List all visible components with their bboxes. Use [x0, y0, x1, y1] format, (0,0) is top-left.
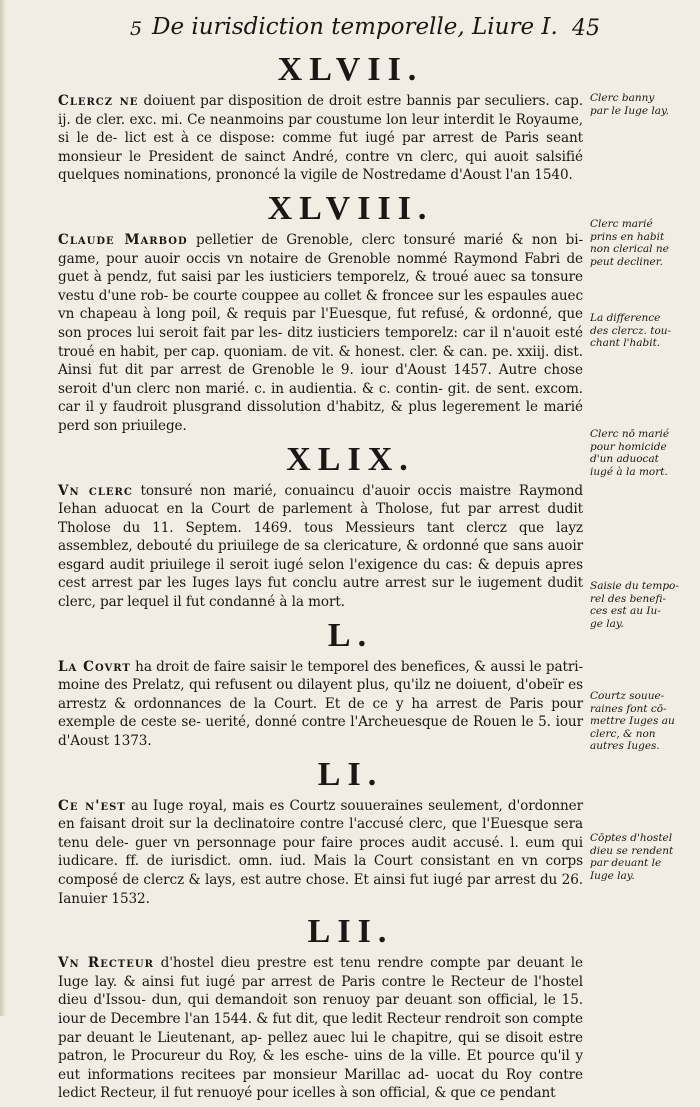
margin-note-line: raines font cō- — [590, 702, 667, 715]
text-line: vigile de Nostredame d'Aoust l'an 1540. — [300, 167, 573, 184]
text-line: omn. iud. Mais la Court consistant en vn corps composé de clercz & lays, est autre — [58, 853, 583, 888]
text-line: Iehan aduocat en la Court de parlement à Tholose, fut par arrest dudit Tholose du 11. — [58, 501, 583, 536]
article-paragraph — [58, 231, 583, 436]
margin-note-line: Saisie du tempo- — [590, 580, 679, 592]
text-line: au Iuge royal, mais es Courtz souueraines seulement, d'ordonner — [125, 797, 583, 814]
margin-note-line: par deuant le — [590, 857, 662, 869]
text-line: 1544. & fut dit, que ledit Recteur rendroit son compte par deuant le Lieutenant, ap- — [58, 1010, 583, 1046]
text-line: & honest. cler. & can. pe. xxiij. dist. Ainsi fut dit par arrest de Grenoble le 9. iour — [58, 343, 584, 379]
text-line: d'hostel dieu prestre est tenu rendre compte par deuant le — [153, 955, 583, 972]
text-line: pellez auec lui le chapitre, qui se disoit estre patron, le Procureur du Roy, & les esche- — [58, 1029, 583, 1065]
text-line: uins de la ville. Et pource qu'il y eut informations recitees par monsieur Marillac ad- — [58, 1048, 583, 1083]
article-number: XLVIII. — [267, 189, 434, 227]
text-line: le marié perd son priuilege. — [58, 399, 583, 434]
text-line: tonsuré non marié, conuaincu d'auoir occis maistre Raymond — [132, 482, 583, 499]
article-number: LI. — [317, 755, 384, 793]
article-paragraph — [58, 954, 583, 1103]
article-paragraph — [58, 482, 583, 612]
text-line: pendz, fut saisi par les iusticiers temporelz, & troué auec sa tonsure vestu d'une rob- — [58, 269, 583, 304]
margin-note — [590, 690, 690, 753]
paragraph-lead-words: Vn clerc — [58, 482, 133, 499]
signature-mark: 5 — [130, 18, 143, 40]
page-header — [130, 14, 600, 44]
paragraph-lead-words: La Covrt — [58, 658, 131, 675]
article-number: LII. — [307, 913, 394, 951]
margin-note — [590, 832, 690, 882]
article-paragraph — [58, 92, 583, 185]
margin-note-line: autres Iuges. — [590, 740, 660, 752]
paragraph-lead-words: Ce n'est — [58, 797, 126, 814]
text-line: sur le iugement dudit clerc, par lequel il fut condanné à la mort. — [58, 575, 583, 611]
text-line: & requis par l'Euesque, fut refusé, & ordonné, que son proces lui seroit fait par les- — [58, 306, 583, 341]
text-line: ha droit de faire saisir le temporel des benefices, & aussi le patri- — [130, 658, 583, 675]
text-line: chose. Et ainsi fut iugé par arrest du 26. Ianuier 1532. — [58, 872, 583, 907]
text-line: pelletier de Grenoble, clerc tonsuré marié & non bi- — [187, 231, 583, 248]
text-line: ij. de cler. exc. mi. Ce neanmoins par coustume lon leur interdit le Royaume, si le de- — [58, 111, 583, 147]
margin-note-line: rel des benefi- — [590, 592, 667, 605]
margin-note-line: La difference — [590, 312, 661, 324]
paragraph-lead-words: Vn Recteur — [58, 955, 154, 972]
margin-note — [590, 218, 690, 268]
text-line: pendant — [499, 1085, 556, 1102]
text-line: lict est à ce dispose: comme fut iugé par arrest de Paris seant monsieur le President de — [58, 130, 583, 165]
main-text-column — [58, 50, 583, 1107]
margin-note-line: ge lay. — [590, 617, 624, 630]
paragraph-lead-words: Claude Marbod — [58, 231, 188, 248]
margin-note-line: Clerc banny — [590, 92, 655, 104]
article-paragraph — [58, 658, 583, 751]
margin-note-line: pour homicide — [590, 440, 667, 453]
margin-note-line: prins en habit — [590, 230, 665, 243]
text-line: d'Aoust 1457. Autre chose seroit d'un clerc non marié. c. in audientia. & c. contin- — [58, 362, 583, 397]
text-line: dun, qui demandoit son renuoy par deuant son official, le 15. iour de Decembre l'an — [58, 992, 583, 1027]
margin-note-line: d'un aduocat — [590, 453, 659, 465]
margin-note-line: mettre Iuges au — [590, 715, 675, 727]
margin-note-line: iugé à la mort. — [590, 465, 668, 478]
margin-note-line: chant l'habit. — [590, 337, 661, 349]
text-line: sainct André, contre vn clerc, qui auoit salsifié quelques nominations, prononcé la — [58, 148, 583, 184]
text-line: Septem. 1469. tous Messieurs tant clercz que layz assemblez, debouté du priuilege — [58, 519, 583, 555]
folio-number: 45 — [572, 16, 600, 41]
text-line: doiuent par disposition de droit estre bannis par seculiers. cap. — [138, 93, 583, 109]
article-number: L. — [327, 616, 374, 654]
margin-note-line: Clerc nō marié — [590, 428, 670, 440]
article-paragraph — [58, 797, 583, 909]
margin-note — [590, 92, 690, 117]
margin-note — [590, 312, 690, 350]
margin-note-line: clerc, & non — [590, 727, 656, 740]
margin-note-line: Courtz souue- — [590, 690, 665, 702]
margin-note-line: par le Iuge lay. — [590, 104, 669, 117]
text-line: guer vn personnage pour faire proces audit accusé. l. eum qui iudicare. ff. de iurisdict. — [58, 834, 583, 870]
margin-note-line: dieu se rendent — [590, 844, 674, 857]
text-line: moine des Prelatz, qui refusent ou dilayent plus, qu'ilz ne doiuent, d'obeïr es arrestz — [58, 677, 583, 712]
margin-note-line: Iuge lay. — [590, 869, 635, 882]
article-number: XLVII. — [277, 51, 424, 88]
page-edge-shadow — [0, 0, 6, 1016]
margin-note-line: des clercz. tou- — [590, 324, 672, 337]
margin-note — [590, 580, 690, 630]
text-line: be courte couppee au collet & froncee sur les espaules auec vn chapeau à long poil, — [58, 287, 583, 323]
text-line: l'exigence du cas: & depuis apres cest arrest par les Iuges lays fut conclu autre arrest — [58, 556, 583, 592]
text-line: de sa clericature, & ordonné que sans auoir esgard audit priuilege il seroit iugé selon — [58, 538, 583, 573]
text-line: & ordonnances de la Court. Et de ce y ha arrest de Paris pour exemple de ceste se- — [58, 695, 583, 731]
text-line: en faisant droit sur la declinatoire contre l'accusé clerc, que l'Euesque sera tenu dele- — [58, 816, 583, 851]
margin-note-line: non clerical ne — [590, 243, 669, 255]
text-line: game, pour auoir occis vn notaire de Grenoble nommé Raymond Fabri de guet à — [58, 250, 583, 286]
article-number: XLIX. — [286, 440, 415, 478]
text-line: uerité, donné contre l'Archeuesque de Rouen le 5. iour d'Aoust 1373. — [58, 714, 583, 750]
text-line: uocat du Roy contre ledict Recteur, il fut renuoyé pour icelles à son official, & que ce — [58, 1066, 583, 1102]
text-line: ditz iusticiers temporelz: car il n'auoit esté troué en habit, per cap. quoniam. de vit. — [58, 324, 583, 360]
paragraph-lead-words: Clercz ne — [58, 93, 139, 109]
text-line: git. de sent. excom. car il y faudroit plusgrand dissolution d'habitz, & plus legerement — [58, 380, 583, 416]
margin-note-line: Cōptes d'hostel — [590, 832, 673, 844]
text-line: Iuge lay. & ainsi fut iugé par arrest de Paris contre le Recteur de l'hostel dieu d'Issou- — [58, 973, 583, 1009]
margin-note-line: ces est au Iu- — [590, 605, 661, 617]
margin-note-line: peut decliner. — [590, 255, 663, 268]
running-head: De iurisdiction temporelle, Liure I. — [152, 14, 558, 40]
margin-note — [590, 428, 690, 478]
margin-note-line: Clerc marié — [590, 218, 653, 230]
